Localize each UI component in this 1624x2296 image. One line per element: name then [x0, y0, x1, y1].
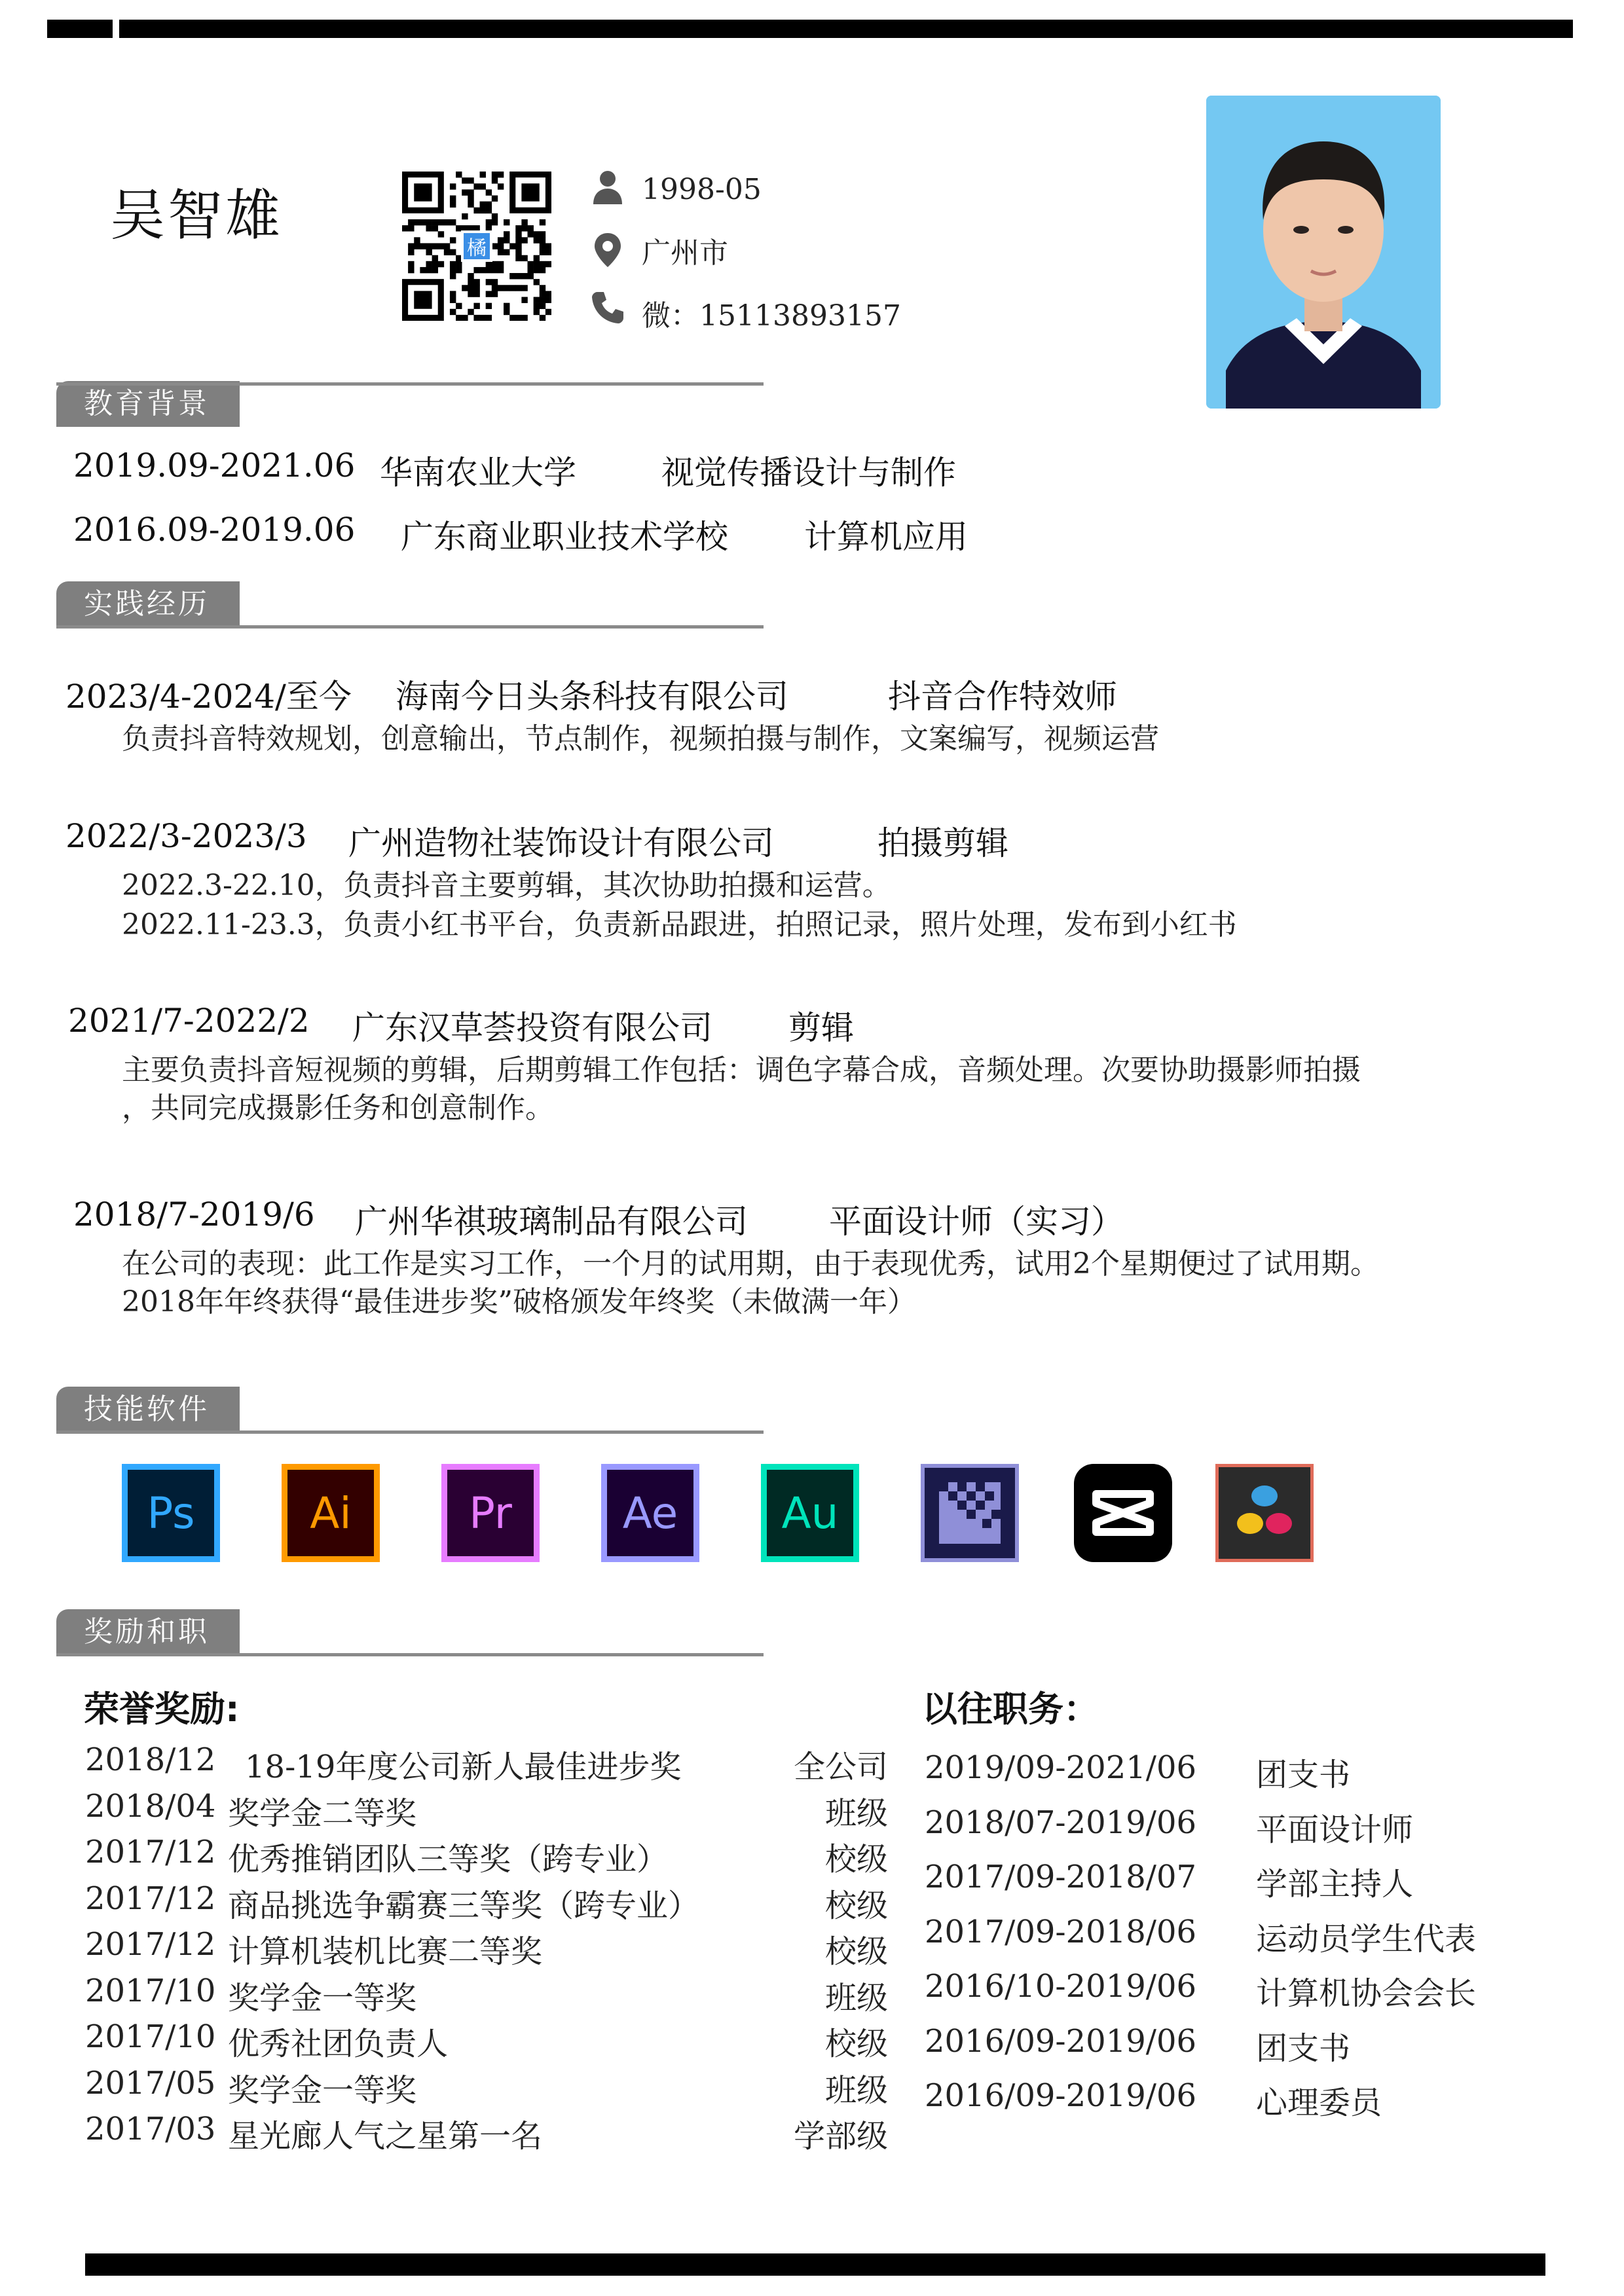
award-date: 2018/04	[85, 1787, 216, 1825]
city: 广州市	[642, 236, 728, 270]
award-name: 奖学金二等奖	[228, 1795, 417, 1832]
position-title: 平面设计师	[1256, 1811, 1414, 1848]
software-label: Ps	[147, 1487, 195, 1539]
education-row	[73, 446, 355, 484]
software-label: Ai	[310, 1487, 352, 1539]
education-major: 计算机应用	[804, 518, 968, 556]
top-bar-left	[47, 20, 113, 38]
award-name: 商品挑选争霸赛三等奖（跨专业）	[228, 1887, 700, 1924]
section-education-tab: 教育背景	[56, 381, 240, 427]
photoshop-icon	[122, 1464, 220, 1562]
education-school: 广东商业职业技术学校	[401, 518, 728, 556]
position-period: 2017/09-2018/06	[925, 1913, 1197, 1950]
award-level: 校级	[824, 1887, 888, 1924]
position-period: 2018/07-2019/06	[925, 1804, 1197, 1841]
software-label: Au	[781, 1487, 839, 1539]
award-date: 2017/12	[85, 1926, 216, 1963]
award-date: 2017/10	[85, 1972, 216, 2009]
award-name: 优秀社团负责人	[228, 2026, 449, 2062]
location-pin-icon	[589, 232, 626, 268]
candidate-name: 吴智雄	[110, 183, 284, 247]
award-date: 2017/12	[85, 1880, 216, 1917]
experience-role: 抖音合作特效师	[888, 678, 1117, 716]
audition-icon	[761, 1464, 859, 1562]
award-level: 班级	[824, 2071, 888, 2109]
experience-desc: 负责抖音特效规划，创意输出，节点制作，视频拍摄与制作，文案编写，视频运营	[122, 722, 1159, 756]
award-name: 优秀推销团队三等奖（跨专业）	[228, 1841, 669, 1878]
education-period: 2019.09-2021.06	[73, 446, 356, 484]
section-education-line	[56, 382, 764, 386]
experience-desc: 2018年年终获得“最佳进步奖”破格颁发年终奖（未做满一年）	[122, 1285, 916, 1319]
award-level: 班级	[824, 1979, 888, 2016]
award-date: 2017/05	[85, 2064, 216, 2102]
position-period: 2016/10-2019/06	[925, 1968, 1197, 2005]
award-date: 2017/12	[85, 1834, 216, 1870]
award-level: 全公司	[793, 1749, 888, 1785]
award-name: 计算机装机比赛二等奖	[228, 1933, 543, 1970]
experience-role: 剪辑	[788, 1009, 854, 1047]
experience-desc: 主要负责抖音短视频的剪辑，后期剪辑工作包括：调色字幕合成，音频处理。次要协助摄影师拍摄	[122, 1053, 1361, 1087]
experience-period: 2018/7-2019/6	[73, 1195, 315, 1233]
award-date: 2017/03	[85, 2111, 216, 2147]
qr-center-glyph: 橘	[467, 237, 487, 260]
award-date: 2018/12	[85, 1741, 216, 1778]
experience-company: 广州华祺玻璃制品有限公司	[355, 1203, 748, 1241]
position-title: 团支书	[1256, 1757, 1351, 1793]
award-level: 校级	[824, 1841, 888, 1878]
experience-desc: 在公司的表现：此工作是实习工作，一个月的试用期，由于表现优秀，试用2个星期便过了试用期。	[122, 1247, 1379, 1281]
section-awards-line	[56, 1653, 764, 1656]
award-level: 班级	[824, 1795, 888, 1832]
position-title: 计算机协会会长	[1256, 1975, 1477, 2012]
award-name: 奖学金一等奖	[228, 2071, 417, 2109]
person-icon	[589, 169, 626, 206]
position-period: 2019/09-2021/06	[925, 1749, 1197, 1786]
section-experience-line	[56, 625, 764, 629]
experience-period: 2021/7-2022/2	[68, 1002, 310, 1040]
section-experience-tab: 实践经历	[56, 581, 240, 627]
profile-photo	[1206, 96, 1441, 409]
experience-company: 广州造物社装饰设计有限公司	[348, 824, 774, 862]
experience-desc: 2022.11-23.3，负责小红书平台，负责新品跟进，拍照记录，照片处理，发布到小红书	[122, 908, 1237, 941]
position-title: 团支书	[1256, 2030, 1351, 2067]
media-encoder-icon	[921, 1464, 1019, 1562]
positions-header: 以往职务：	[922, 1688, 1099, 1730]
experience-role: 拍摄剪辑	[877, 824, 1008, 862]
experience-role: 平面设计师（实习）	[829, 1203, 1124, 1241]
experience-desc: 2022.3-22.10，负责抖音主要剪辑，其次协助拍摄和运营。	[122, 869, 891, 902]
award-level: 学部级	[793, 2118, 888, 2155]
award-name: 奖学金一等奖	[228, 1979, 417, 2016]
top-bar-main	[119, 20, 1573, 38]
position-period: 2016/09-2019/06	[925, 2077, 1197, 2114]
wechat: 微：15113893157	[642, 299, 901, 333]
award-level: 校级	[824, 1933, 888, 1970]
position-title: 心理委员	[1256, 2085, 1382, 2121]
position-period: 2017/09-2018/07	[925, 1859, 1197, 1895]
position-title: 学部主持人	[1256, 1866, 1414, 1903]
bottom-bar	[85, 2253, 1545, 2276]
experience-company: 广东汉草荟投资有限公司	[352, 1009, 712, 1047]
education-major: 视觉传播设计与制作	[661, 454, 956, 492]
section-awards-tab: 奖励和职务	[56, 1609, 240, 1655]
award-name: 18-19年度公司新人最佳进步奖	[245, 1749, 682, 1785]
experience-period: 2023/4-2024/至今	[65, 678, 352, 716]
premiere-icon	[441, 1464, 540, 1562]
education-period: 2016.09-2019.06	[73, 511, 356, 549]
capcut-icon	[1074, 1464, 1172, 1562]
qr-code	[402, 172, 551, 321]
awards-header: 荣誉奖励:	[84, 1688, 240, 1730]
illustrator-icon	[282, 1464, 380, 1562]
experience-period: 2022/3-2023/3	[65, 817, 307, 855]
position-title: 运动员学生代表	[1256, 1920, 1477, 1958]
software-label: Ae	[622, 1487, 678, 1539]
award-name: 星光廊人气之星第一名	[228, 2118, 543, 2155]
birth-date: 1998-05	[642, 173, 762, 206]
software-label: Pr	[469, 1487, 512, 1539]
award-level: 校级	[824, 2026, 888, 2062]
experience-desc: ，共同完成摄影任务和创意制作。	[122, 1091, 554, 1125]
phone-icon	[589, 289, 626, 326]
award-date: 2017/10	[85, 2018, 216, 2055]
position-period: 2016/09-2019/06	[925, 2022, 1197, 2060]
experience-company: 海南今日头条科技有限公司	[396, 678, 788, 716]
davinci-resolve-icon	[1215, 1464, 1314, 1562]
education-school: 华南农业大学	[380, 454, 576, 492]
section-skills-tab: 技能软件	[56, 1387, 240, 1432]
after-effects-icon	[601, 1464, 699, 1562]
qr-center-badge	[461, 230, 492, 262]
education-row	[73, 511, 355, 549]
section-skills-line	[56, 1430, 764, 1434]
